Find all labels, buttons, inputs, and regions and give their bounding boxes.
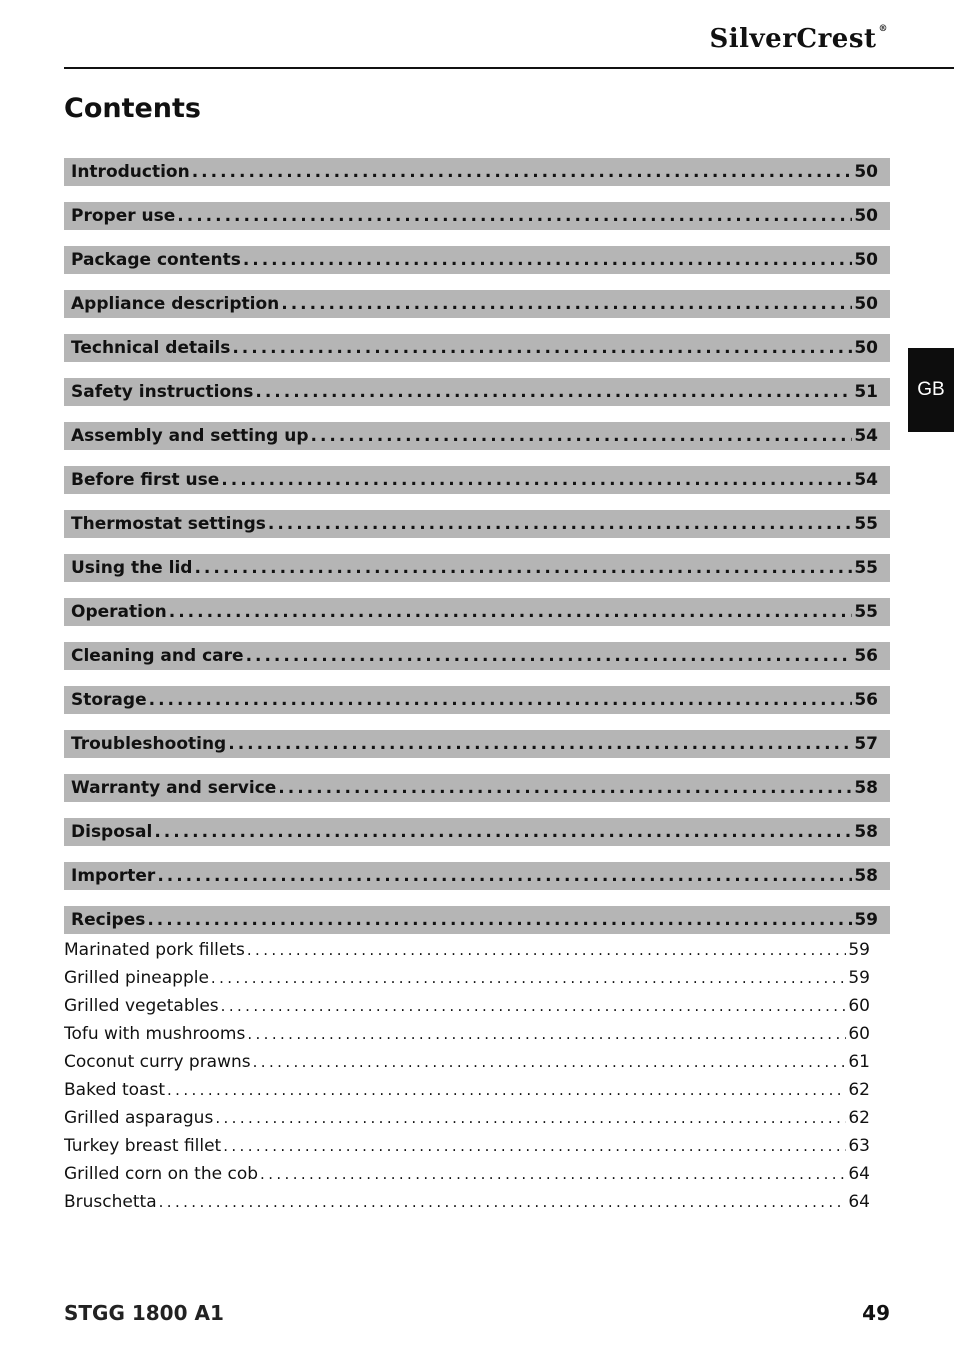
leader-dots bbox=[281, 294, 852, 314]
toc-entry-page: 55 bbox=[854, 602, 878, 622]
recipe-page: 62 bbox=[848, 1108, 870, 1128]
toc-entry-label: Recipes bbox=[71, 910, 146, 930]
recipe-sub-list bbox=[64, 936, 890, 1216]
recipe-label: Grilled asparagus bbox=[64, 1108, 214, 1128]
leader-dots bbox=[311, 426, 853, 446]
toc-entry-recipes[interactable] bbox=[64, 906, 890, 934]
leader-dots bbox=[157, 866, 852, 886]
recipe-label: Grilled vegetables bbox=[64, 996, 219, 1016]
header-rule bbox=[64, 67, 954, 69]
brand-name: SilverCrest bbox=[709, 24, 877, 54]
toc-entry-page: 50 bbox=[854, 250, 878, 270]
toc-entry-safety-instructions[interactable] bbox=[64, 378, 890, 406]
toc-entry-label: Cleaning and care bbox=[71, 646, 244, 666]
leader-dots bbox=[246, 646, 853, 666]
leader-dots bbox=[192, 162, 853, 182]
toc-entry-warranty[interactable] bbox=[64, 774, 890, 802]
language-tab: GB bbox=[908, 348, 954, 432]
recipe-entry[interactable] bbox=[64, 1188, 890, 1216]
recipe-page: 62 bbox=[848, 1080, 870, 1100]
recipe-page: 64 bbox=[848, 1192, 870, 1212]
leader-dots bbox=[147, 910, 852, 930]
toc-entry-storage[interactable] bbox=[64, 686, 890, 714]
toc-entry-troubleshooting[interactable] bbox=[64, 730, 890, 758]
recipe-page: 63 bbox=[848, 1136, 870, 1156]
leader-dots bbox=[159, 1193, 847, 1211]
recipe-entry[interactable] bbox=[64, 1020, 890, 1048]
leader-dots bbox=[268, 514, 852, 534]
toc-main-list bbox=[64, 158, 890, 934]
toc-entry-page: 58 bbox=[854, 866, 878, 886]
leader-dots bbox=[223, 1137, 846, 1155]
registered-mark: ® bbox=[878, 24, 888, 34]
recipe-entry[interactable] bbox=[64, 1076, 890, 1104]
recipe-entry[interactable] bbox=[64, 992, 890, 1020]
leader-dots bbox=[211, 969, 846, 987]
toc-entry-label: Introduction bbox=[71, 162, 190, 182]
recipe-label: Tofu with mushrooms bbox=[64, 1024, 246, 1044]
toc-entry-label: Appliance description bbox=[71, 294, 280, 314]
recipe-page: 59 bbox=[848, 968, 870, 988]
recipe-entry[interactable] bbox=[64, 1160, 890, 1188]
toc-entry-label: Before first use bbox=[71, 470, 220, 490]
brand-logo bbox=[710, 24, 888, 54]
leader-dots bbox=[247, 941, 846, 959]
toc-entry-importer[interactable] bbox=[64, 862, 890, 890]
toc-entry-label: Assembly and setting up bbox=[71, 426, 309, 446]
toc-entry-page: 50 bbox=[854, 206, 878, 226]
toc-entry-label: Technical details bbox=[71, 338, 231, 358]
leader-dots bbox=[167, 1081, 846, 1099]
toc-entry-page: 51 bbox=[854, 382, 878, 402]
leader-dots bbox=[215, 1109, 846, 1127]
recipe-label: Marinated pork fillets bbox=[64, 940, 245, 960]
toc-entry-label: Thermostat settings bbox=[71, 514, 266, 534]
recipe-page: 60 bbox=[848, 996, 870, 1016]
toc-entry-label: Safety instructions bbox=[71, 382, 254, 402]
toc-entry-technical-details[interactable] bbox=[64, 334, 890, 362]
recipe-entry[interactable] bbox=[64, 1104, 890, 1132]
recipe-page: 60 bbox=[848, 1024, 870, 1044]
recipe-label: Grilled corn on the cob bbox=[64, 1164, 259, 1184]
leader-dots bbox=[194, 558, 852, 578]
recipe-entry[interactable] bbox=[64, 1048, 890, 1076]
recipe-label: Grilled pineapple bbox=[64, 968, 209, 988]
toc-entry-page: 59 bbox=[854, 910, 878, 930]
toc-entry-label: Using the lid bbox=[71, 558, 193, 578]
toc-entry-using-the-lid[interactable] bbox=[64, 554, 890, 582]
toc-entry-page: 50 bbox=[854, 162, 878, 182]
footer-model: STGG 1800 A1 bbox=[64, 1301, 224, 1325]
toc-entry-introduction[interactable] bbox=[64, 158, 890, 186]
recipe-label: Coconut curry prawns bbox=[64, 1052, 251, 1072]
recipe-label: Bruschetta bbox=[64, 1192, 157, 1212]
toc-entry-page: 54 bbox=[854, 470, 878, 490]
recipe-entry[interactable] bbox=[64, 1132, 890, 1160]
toc-entry-appliance-description[interactable] bbox=[64, 290, 890, 318]
leader-dots bbox=[154, 822, 852, 842]
page-title: Contents bbox=[64, 93, 202, 124]
recipe-entry[interactable] bbox=[64, 936, 890, 964]
toc-entry-label: Package contents bbox=[71, 250, 241, 270]
toc-entry-page: 56 bbox=[854, 646, 878, 666]
leader-dots bbox=[177, 206, 852, 226]
leader-dots bbox=[228, 734, 852, 754]
toc-entry-proper-use[interactable] bbox=[64, 202, 890, 230]
toc-entry-label: Storage bbox=[71, 690, 147, 710]
leader-dots bbox=[169, 602, 853, 622]
recipe-label: Baked toast bbox=[64, 1080, 165, 1100]
toc-entry-disposal[interactable] bbox=[64, 818, 890, 846]
leader-dots bbox=[260, 1165, 846, 1183]
toc-entry-label: Disposal bbox=[71, 822, 153, 842]
leader-dots bbox=[243, 250, 853, 270]
toc-entry-assembly[interactable] bbox=[64, 422, 890, 450]
recipe-page: 59 bbox=[848, 940, 870, 960]
recipe-entry[interactable] bbox=[64, 964, 890, 992]
leader-dots bbox=[232, 338, 852, 358]
toc-entry-cleaning-and-care[interactable] bbox=[64, 642, 890, 670]
toc-entry-page: 50 bbox=[854, 338, 878, 358]
toc-entry-label: Proper use bbox=[71, 206, 176, 226]
toc-entry-package-contents[interactable] bbox=[64, 246, 890, 274]
leader-dots bbox=[149, 690, 853, 710]
leader-dots bbox=[221, 997, 847, 1015]
recipe-page: 64 bbox=[848, 1164, 870, 1184]
toc-entry-page: 56 bbox=[854, 690, 878, 710]
leader-dots bbox=[278, 778, 852, 798]
toc-entry-page: 57 bbox=[854, 734, 878, 754]
recipe-page: 61 bbox=[848, 1052, 870, 1072]
toc-entry-label: Warranty and service bbox=[71, 778, 277, 798]
footer-page-number: 49 bbox=[862, 1301, 890, 1325]
toc-entry-page: 58 bbox=[854, 778, 878, 798]
toc-entry-label: Operation bbox=[71, 602, 167, 622]
toc-entry-operation[interactable] bbox=[64, 598, 890, 626]
leader-dots bbox=[253, 1053, 847, 1071]
toc-entry-label: Troubleshooting bbox=[71, 734, 227, 754]
toc-entry-page: 55 bbox=[854, 514, 878, 534]
toc-entry-page: 58 bbox=[854, 822, 878, 842]
leader-dots bbox=[247, 1025, 846, 1043]
toc-entry-page: 54 bbox=[854, 426, 878, 446]
toc-entry-before-first-use[interactable] bbox=[64, 466, 890, 494]
toc-entry-thermostat-settings[interactable] bbox=[64, 510, 890, 538]
toc-entry-label: Importer bbox=[71, 866, 156, 886]
recipe-label: Turkey breast fillet bbox=[64, 1136, 222, 1156]
leader-dots bbox=[255, 382, 852, 402]
toc-entry-page: 55 bbox=[854, 558, 878, 578]
leader-dots bbox=[221, 470, 852, 490]
toc-entry-page: 50 bbox=[854, 294, 878, 314]
